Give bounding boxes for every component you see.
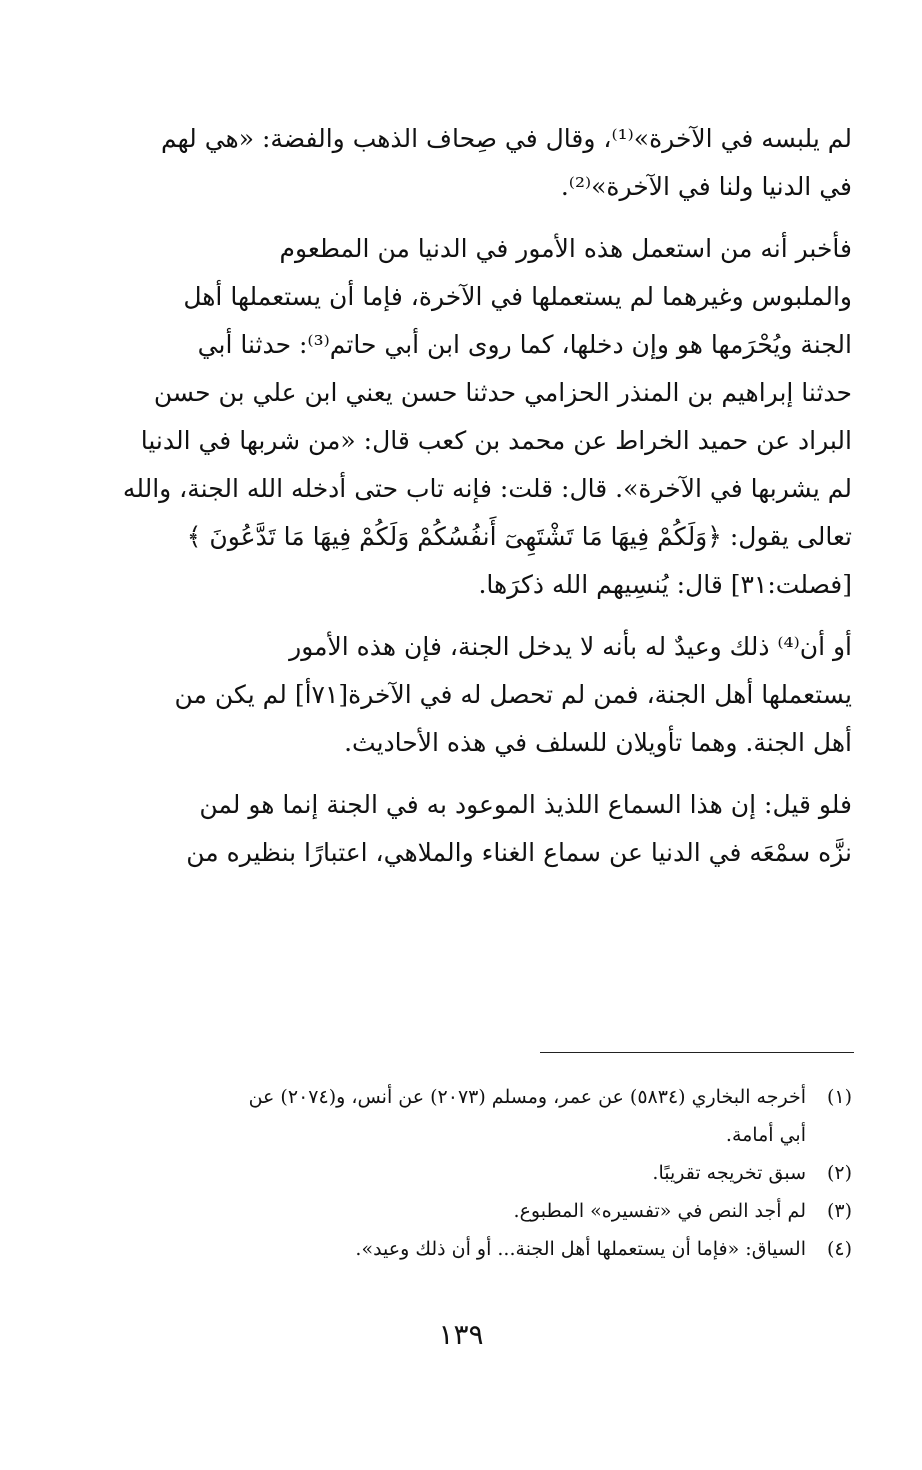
text-line: لم يلبسه في الآخرة»⁽¹⁾، وقال في صِحاف الذهب والفضة: «هي لهم	[160, 124, 852, 153]
text-line: لم يشربها في الآخرة». قال: قلت: فإنه تاب حتى أدخله الله الجنة، والله	[122, 474, 852, 503]
text-line: نزَّه سمْعَه في الدنيا عن سماع الغناء والملاهي، اعتبارًا بنظيره من	[186, 838, 852, 867]
footnote-number: (٣)	[826, 1200, 852, 1222]
page-number: ١٣٩	[438, 1318, 484, 1351]
text-line: والملبوس وغيرهما لم يستعملها في الآخرة، فإما أن يستعملها أهل	[183, 282, 852, 311]
paragraph-3	[80, 623, 852, 767]
footnote-3	[80, 1192, 852, 1230]
footnote-divider	[540, 1052, 854, 1053]
footnote-line: أخرجه البخاري (٥٨٣٤) عن عمر، ومسلم (٢٠٧٣) عن أنس، و(٢٠٧٤) عن	[248, 1086, 806, 1108]
footnote-line: لم أجد النص في «تفسيره» المطبوع.	[513, 1200, 806, 1222]
text-line: حدثنا إبراهيم بن المنذر الحزامي حدثنا حسن يعني ابن علي بن حسن	[153, 378, 852, 407]
text-line: الجنة ويُحْرَمها هو وإن دخلها، كما روى ابن أبي حاتم⁽³⁾: حدثنا أبي	[197, 330, 852, 359]
text-line: [فصلت:٣١] قال: يُنسِيهم الله ذكرَها.	[478, 570, 852, 599]
text-line: فلو قيل: إن هذا السماع اللذيذ الموعود به في الجنة إنما هو لمن	[199, 790, 852, 819]
footnote-line: السياق: «فإما أن يستعملها أهل الجنة... أو أن ذلك وعيد».	[355, 1238, 806, 1260]
footnote-4	[80, 1230, 852, 1268]
footnote-text	[80, 1192, 806, 1230]
paragraph-1	[80, 115, 852, 211]
footnote-line: أبي أمامة.	[725, 1124, 806, 1146]
footnote-number: (٤)	[826, 1238, 852, 1260]
quran-verse-line: تعالى يقول: ﴿وَلَكُمْ فِيهَا مَا تَشْتَهِىٓ أَنفُسُكُمْ وَلَكُمْ فِيهَا مَا تَدَّعُونَ ﴾	[186, 522, 852, 551]
footnote-text	[80, 1230, 806, 1268]
text-line: فأخبر أنه من استعمل هذه الأمور في الدنيا من المطعوم	[279, 234, 852, 263]
main-text	[80, 115, 852, 891]
paragraph-4	[80, 781, 852, 877]
footnote-number: (١)	[826, 1086, 852, 1108]
footnote-number: (٢)	[826, 1162, 852, 1184]
footnote-1	[80, 1078, 852, 1154]
footnote-text	[80, 1154, 806, 1192]
text-line: يستعملها أهل الجنة، فمن لم تحصل له في الآخرة[٧١أ] لم يكن من	[174, 680, 852, 709]
text-line: البراد عن حميد الخراط عن محمد بن كعب قال: «من شربها في الدنيا	[140, 426, 852, 455]
footnote-2	[80, 1154, 852, 1192]
text-line: أهل الجنة. وهما تأويلان للسلف في هذه الأحاديث.	[344, 728, 852, 757]
text-line: أو أن⁽⁴⁾ ذلك وعيدٌ له بأنه لا يدخل الجنة، فإن هذه الأمور	[289, 632, 852, 661]
footnote-line: سبق تخريجه تقريبًا.	[652, 1162, 806, 1184]
text-line: في الدنيا ولنا في الآخرة»⁽²⁾.	[560, 172, 852, 201]
footnote-text	[80, 1078, 806, 1154]
paragraph-2	[80, 225, 852, 609]
footnotes	[80, 1078, 852, 1268]
